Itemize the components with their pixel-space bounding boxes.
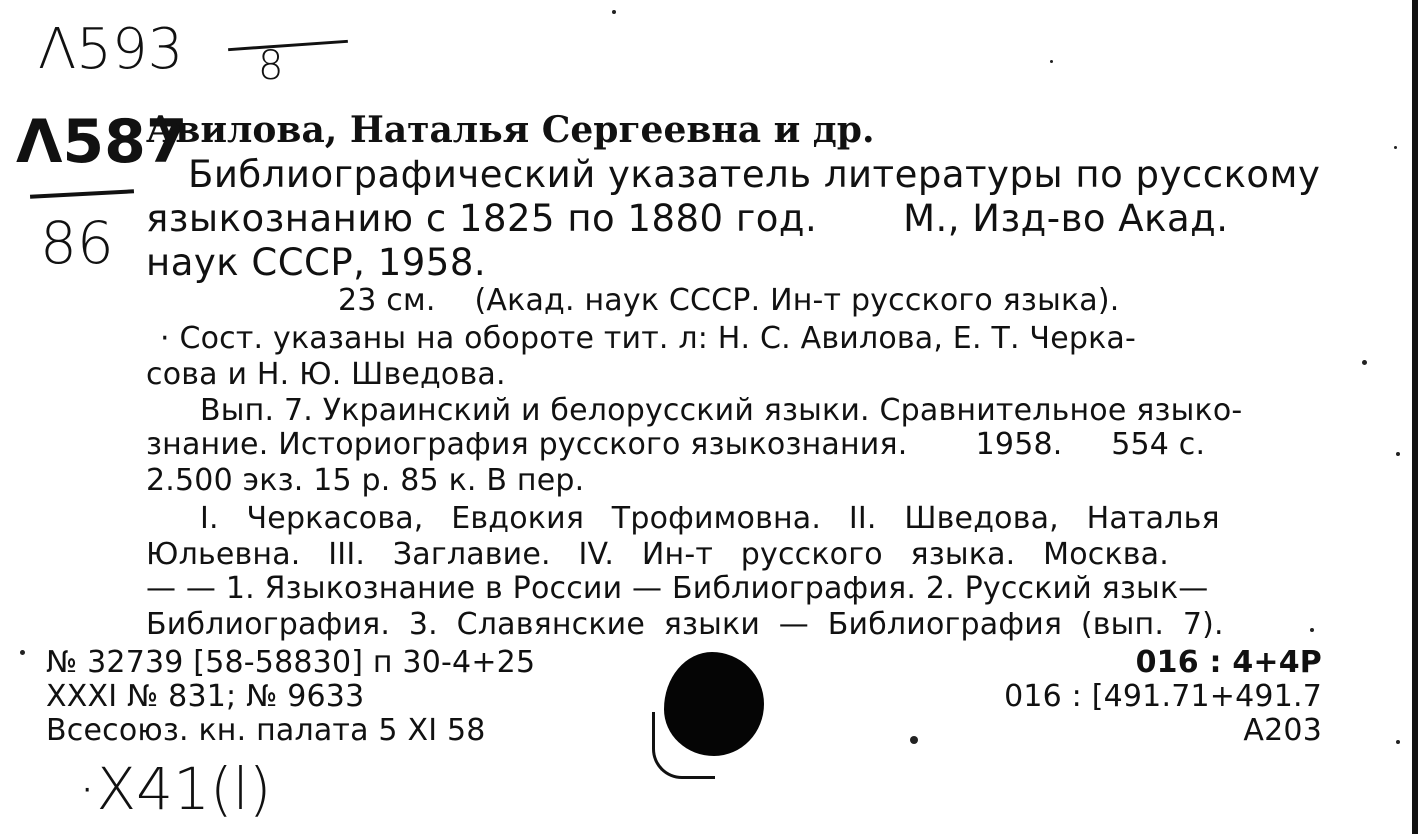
handwritten-shelf-bottom: 86 xyxy=(40,209,114,277)
scan-speck xyxy=(1396,740,1400,744)
scan-speck xyxy=(1310,628,1314,632)
title-line-2: языкознанию с 1825 по 1880 год. М., Изд-во Акад. xyxy=(146,197,1229,240)
footer-right-line-1: 016 : 4+4Р xyxy=(1135,645,1322,680)
handwritten-shelf-top: Λ587 xyxy=(16,107,188,177)
footer-left-line-2: XXXI № 831; № 9633 xyxy=(46,679,365,714)
title-line-1: Библиографический указатель литературы по русскому xyxy=(188,153,1321,196)
scan-speck xyxy=(1050,60,1053,63)
tracings-line-2: Юльевна. III. Заглавие. IV. Ин-т русского языка. Москва. xyxy=(146,537,1170,572)
scan-speck xyxy=(1396,452,1400,456)
footer-right-line-2: 016 : [491.71+491.7 xyxy=(1004,679,1322,714)
footer-left-line-1: № 32739 [58-58830] п 30-4+25 xyxy=(46,645,536,680)
size-series-line: 23 см. (Акад. наук СССР. Ин-т русского языка). xyxy=(338,283,1120,318)
scan-speck xyxy=(20,650,25,655)
handwritten-top-fraction: 8 xyxy=(258,43,284,89)
footer-right-line-3: А203 xyxy=(1243,713,1322,748)
volume-line-2: знание. Историография русского языкознания. 1958. 554 с. xyxy=(146,427,1206,462)
entry-heading: Авилова, Наталья Сергеевна и др. xyxy=(146,109,875,151)
ink-blot-tail xyxy=(652,712,715,779)
tracings-line-4: Библиография. 3. Славянские языки — Библиография (вып. 7). xyxy=(146,607,1224,642)
scan-speck xyxy=(910,736,918,744)
scan-speck xyxy=(1394,146,1397,149)
volume-line-1: Вып. 7. Украинский и белорусский языки. Сравнительное языко- xyxy=(200,393,1243,428)
scan-speck xyxy=(612,10,616,14)
compilers-line-1: · Сост. указаны на обороте тит. л: Н. С. Авилова, Е. Т. Черка- xyxy=(160,321,1137,356)
handwritten-shelf-bar xyxy=(30,189,134,198)
compilers-line-2: сова и Н. Ю. Шведова. xyxy=(146,357,506,392)
footer-left-line-3: Всесоюз. кн. палата 5 XI 58 xyxy=(46,713,486,748)
tracings-line-1: I. Черкасова, Евдокия Трофимовна. II. Шведова, Наталья xyxy=(200,501,1220,536)
handwritten-top-number: Λ593 xyxy=(38,17,184,82)
title-line-3: наук СССР, 1958. xyxy=(146,241,487,284)
card-edge xyxy=(1412,0,1418,834)
volume-line-3: 2.500 экз. 15 р. 85 к. В пер. xyxy=(146,463,585,498)
handwritten-fraction-bar xyxy=(228,40,348,51)
handwritten-bottom-code: ·X41(l) xyxy=(78,755,272,823)
tracings-line-3: — — 1. Языкознание в России — Библиография. 2. Русский язык— xyxy=(146,571,1209,606)
scan-speck xyxy=(1362,360,1367,365)
